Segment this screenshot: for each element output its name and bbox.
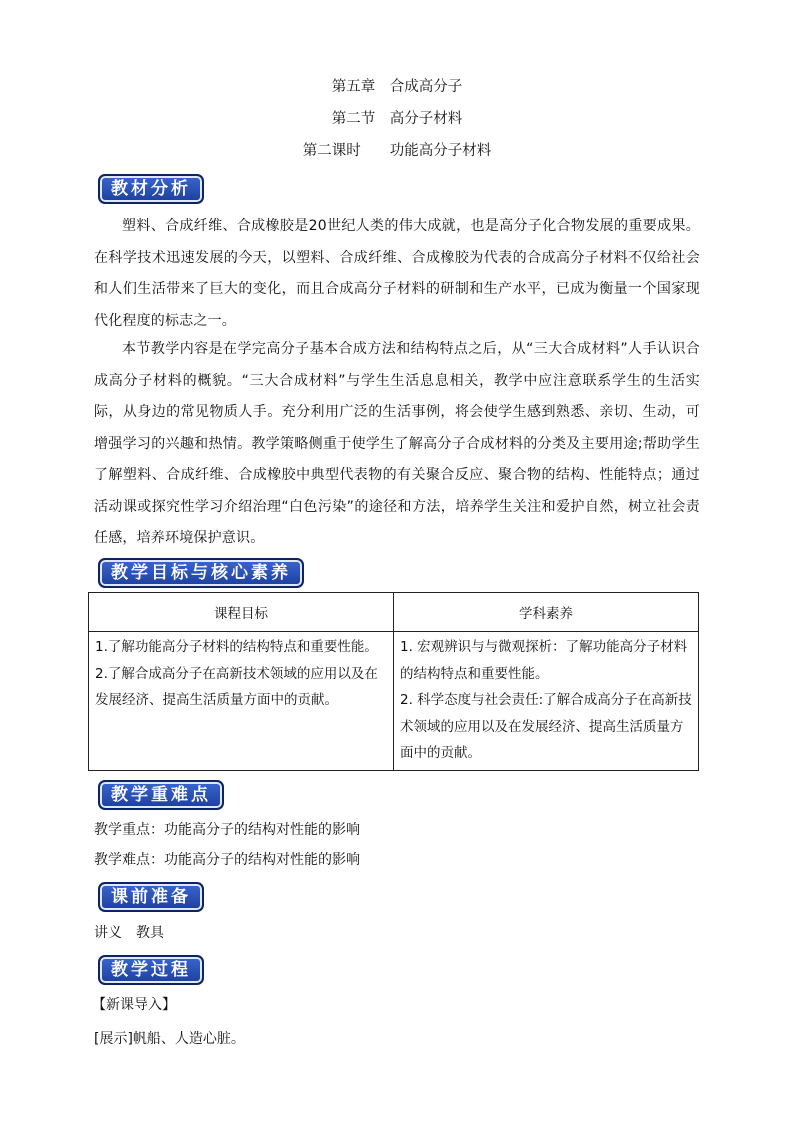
analysis-paragraph-1: 塑料、合成纤维、合成橡胶是20世纪人类的伟大成就，也是高分子化合物发展的重要成果。在科学技术迅速发展的今天，以塑料、合成纤维、合成橡胶为代表的合成高分子材料不仅给社会和人们生活带来了巨大的变化，而且合成高分子材料的研制和生产水平，已成为衡量一个国家现代化程度的标志之一。 <box>94 218 700 329</box>
chapter-title: 第五章 合成高分子 <box>331 79 463 95</box>
literacy-1: 1. 宏观辨识与与微观探析：了解功能高分子材料的结构特点和重要性能。 <box>400 639 688 682</box>
teaching-focus: 教学重点：功能高分子的结构对性能的影响 <box>94 822 360 838</box>
section-title: 第二节 高分子材料 <box>331 111 463 127</box>
show-items: [展示]帆船、人造心脏。 <box>94 1031 245 1047</box>
header-course-goals: 课程目标 <box>89 593 394 632</box>
literacy-2: 2. 科学态度与社会责任:了解合成高分子在高新技术领域的应用以及在发展经济、提高生活质量方面中的贡献。 <box>400 692 692 761</box>
goals-table <box>88 592 699 771</box>
analysis-paragraph-2: 本节教学内容是在学完高分子基本合成方法和结构特点之后，从“三大合成材料”人手认识合成高分子材料的概貌。“三大合成材料”与学生生活息息相关，教学中应注意联系学生的生活实际，从身边的常见物质人手。充分利用广泛的生活事例，将会使学生感到熟悉、亲切、生动，可增强学习的兴趣和热情。教学策略侧重于使学生了解高分子合成材料的分类及主要用途;帮助学生了解塑料、合成纤维、合成橡胶中典型代表物的有关聚合反应、聚合物的结构、性能特点；通过活动课或探究性学习介绍治理“白色污染”的途径和方法，培养学生关注和爱护自然，树立社会责任感，培养环境保护意识。 <box>94 341 700 546</box>
course-goals-cell <box>89 632 394 771</box>
new-lesson-heading: 【新课导入】 <box>92 997 176 1013</box>
course-goal-1: 1.了解功能高分子材料的结构特点和重要性能。 <box>95 639 378 655</box>
badge-teaching-process: 教学过程 <box>98 955 204 985</box>
lesson-title: 第二课时 功能高分子材料 <box>302 143 492 159</box>
badge-textbook-analysis: 教材分析 <box>98 174 204 204</box>
teaching-difficulty: 教学难点：功能高分子的结构对性能的影响 <box>94 852 360 868</box>
header-subject-literacy: 学科素养 <box>394 593 699 632</box>
literacy-cell <box>394 632 699 771</box>
course-goal-2: 2.了解合成高分子在高新技术领域的应用以及在发展经济、提高生活质量方面中的贡献。 <box>95 665 378 708</box>
goals-table-header-row <box>89 593 699 632</box>
badge-preparation: 课前准备 <box>98 882 204 912</box>
badge-goals-literacy: 教学目标与核心素养 <box>98 558 304 588</box>
preparation-text: 讲义 教具 <box>94 925 164 941</box>
goals-table-row <box>89 632 699 771</box>
badge-key-difficult-points: 教学重难点 <box>98 780 224 810</box>
